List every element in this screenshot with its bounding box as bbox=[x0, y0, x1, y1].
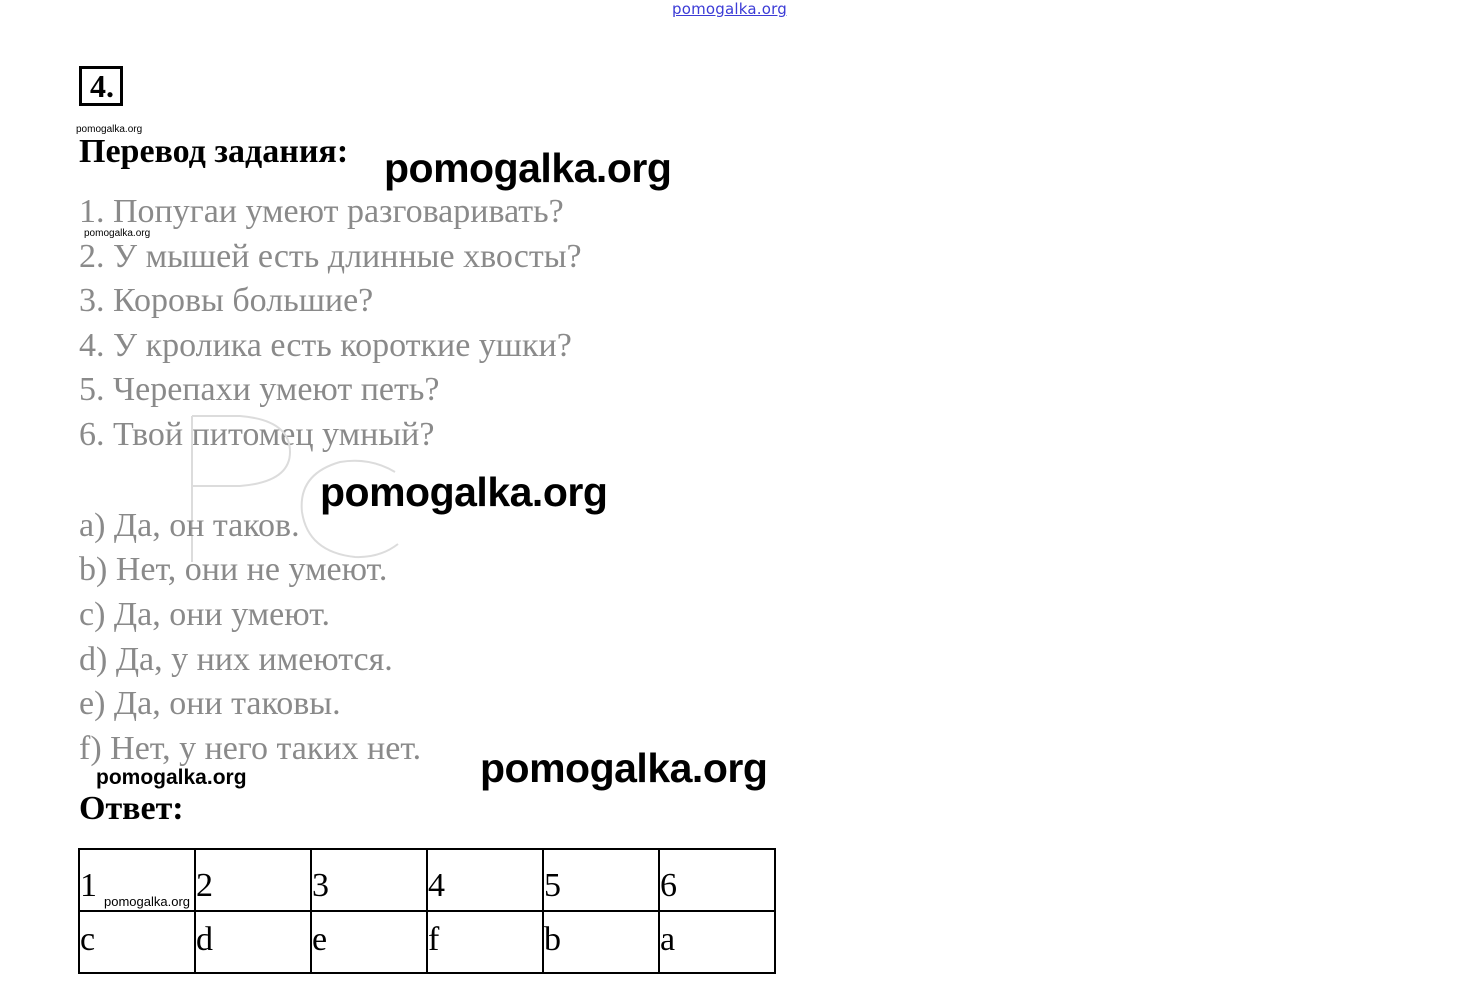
watermark-large: pomogalka.org bbox=[320, 469, 608, 515]
table-cell bbox=[659, 849, 775, 911]
answer-item: b) Нет, они не умеют. bbox=[79, 551, 388, 588]
table-cell bbox=[195, 849, 311, 911]
table-cell bbox=[659, 911, 775, 973]
cell-letter: c bbox=[80, 921, 96, 958]
watermark-large: pomogalka.org bbox=[480, 745, 768, 791]
question-item: 2. У мышей есть длинные хвосты? bbox=[79, 238, 582, 275]
question-item: 1. Попугаи умеют разговаривать? bbox=[79, 193, 564, 230]
table-cell bbox=[427, 849, 543, 911]
cell-letter: e bbox=[312, 921, 328, 958]
watermark-small: pomogalka.org bbox=[104, 894, 190, 909]
question-item: 5. Черепахи умеют петь? bbox=[79, 371, 440, 408]
cell-number: 5 bbox=[544, 867, 561, 904]
table-cell bbox=[543, 849, 659, 911]
table-cell bbox=[79, 911, 195, 973]
answer-table bbox=[78, 848, 776, 974]
answer-item: e) Да, они таковы. bbox=[79, 685, 341, 722]
task-number: 4. bbox=[79, 66, 123, 106]
watermark-medium: pomogalka.org bbox=[96, 766, 247, 789]
table-cell bbox=[195, 911, 311, 973]
watermark-small: pomogalka.org bbox=[84, 228, 151, 239]
table-cell bbox=[427, 911, 543, 973]
watermark-small: pomogalka.org bbox=[76, 124, 143, 135]
table-row bbox=[79, 849, 775, 911]
watermark-link[interactable]: pomogalka.org bbox=[672, 0, 787, 18]
answer-heading: Ответ: bbox=[79, 790, 184, 827]
translation-heading: Перевод задания: bbox=[79, 133, 349, 170]
answer-item: c) Да, они умеют. bbox=[79, 596, 330, 633]
table-cell bbox=[311, 849, 427, 911]
cell-letter: f bbox=[428, 921, 440, 958]
cell-letter: b bbox=[544, 921, 561, 958]
cell-number: 2 bbox=[196, 867, 213, 904]
question-item: 3. Коровы большие? bbox=[79, 282, 374, 319]
answer-item: a) Да, он таков. bbox=[79, 507, 300, 544]
cell-number: 1 bbox=[80, 867, 97, 904]
table-row bbox=[79, 911, 775, 973]
table-cell bbox=[543, 911, 659, 973]
table-cell bbox=[79, 849, 195, 911]
table-cell bbox=[311, 911, 427, 973]
cell-number: 3 bbox=[312, 867, 329, 904]
answer-item: d) Да, у них имеются. bbox=[79, 641, 393, 678]
cell-number: 4 bbox=[428, 867, 445, 904]
cell-letter: d bbox=[196, 921, 213, 958]
answer-item: f) Нет, у него таких нет. bbox=[79, 730, 422, 767]
question-item: 4. У кролика есть короткие ушки? bbox=[79, 327, 572, 364]
question-item: 6. Твой питомец умный? bbox=[79, 416, 435, 453]
cell-number: 6 bbox=[660, 867, 677, 904]
cell-letter: a bbox=[660, 921, 676, 958]
watermark-large: pomogalka.org bbox=[384, 145, 672, 191]
